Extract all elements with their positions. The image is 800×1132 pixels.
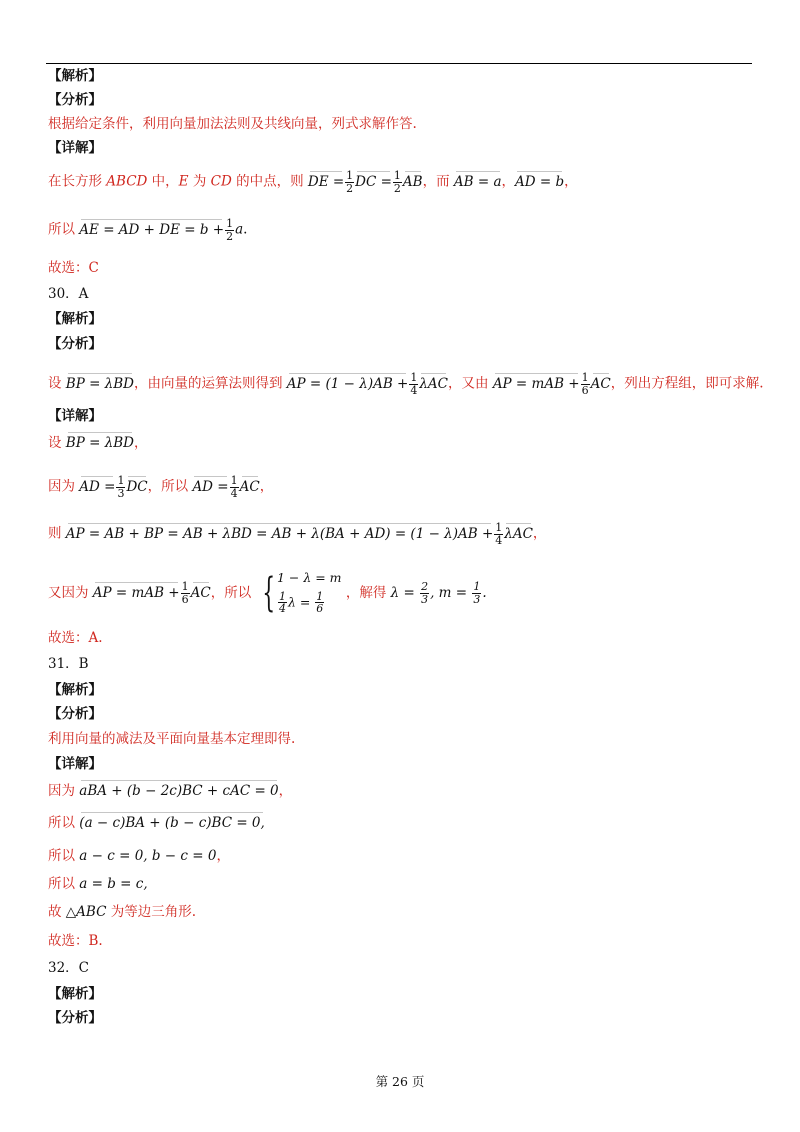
page-footer: 第 26 页	[375, 1074, 425, 1089]
q30-detail-2	[48, 475, 273, 499]
denominator: 3	[473, 592, 481, 606]
math-lambda-ac: λAC	[504, 525, 533, 542]
q31-detail-4	[48, 878, 148, 892]
q29-detail-line-1	[48, 170, 578, 194]
label-fenxi: 【分析】	[48, 1010, 102, 1026]
q29-analysis: 根据给定条件，利用向量加法法则及共线向量，列式求解作答.	[48, 116, 417, 132]
q30-detail-3	[48, 522, 546, 546]
numerator: 1	[346, 169, 354, 182]
q30-detail-1	[48, 437, 148, 451]
math-text: λ =	[287, 594, 315, 610]
math-ab-eq-a: AB = a	[453, 173, 502, 190]
header-rule	[46, 63, 752, 64]
left-brace: {	[261, 570, 275, 617]
label-jiexi: 【解析】	[48, 311, 102, 327]
denominator: 2	[346, 181, 354, 195]
text: ，	[564, 173, 578, 190]
text: 因为	[48, 478, 80, 495]
label-xiangjie: 【详解】	[48, 408, 102, 424]
numerator: 1	[393, 169, 401, 182]
fraction-quarter	[409, 372, 418, 396]
label-xiangjie: 【详解】	[48, 140, 102, 156]
denominator: 4	[410, 383, 418, 397]
math-triangle-abc: △ABC	[65, 904, 107, 920]
text: ，	[278, 783, 293, 799]
math-text: λ =	[390, 584, 420, 601]
math-ap-chain: AP = AB + BP = AB + λBD = AB + λ(BA + AD) = (1 − λ)AB +	[65, 525, 494, 542]
numerator: 1	[473, 580, 481, 594]
text: 设	[48, 435, 66, 451]
text: ，	[501, 173, 516, 190]
numerator: 1	[117, 474, 125, 487]
label-fenxi: 【分析】	[48, 92, 102, 108]
fraction-half	[345, 170, 354, 194]
math-ac: AC	[239, 478, 260, 495]
text: ，	[259, 478, 274, 495]
numerator: 1	[230, 474, 238, 487]
math-bp-lambda-bd: BP = λBD	[65, 435, 134, 451]
denominator: 6	[581, 383, 589, 397]
math-ae-sum: AE = AD + DE = b +	[79, 221, 225, 238]
fraction-half	[225, 218, 234, 242]
math-ac: AC	[590, 375, 611, 392]
math-ap-mab: AP = mAB +	[492, 375, 580, 392]
math-text: .	[482, 584, 487, 601]
math-vector-combination: (a − c)BA + (b − c)BC = 0,	[79, 815, 265, 831]
math-ap-expr: AP = (1 − λ)AB +	[286, 375, 409, 392]
numerator: 1	[495, 521, 503, 534]
math-ac: AC	[190, 584, 211, 601]
equation-rows	[277, 572, 342, 615]
math-vector-sum: aBA + (b − 2c)BC + cAC = 0	[79, 783, 279, 799]
fraction-sixth	[315, 591, 324, 615]
numerator: 1	[316, 589, 324, 603]
text: 为等边三角形.	[106, 904, 197, 920]
text: ，所以	[147, 478, 193, 495]
math-a: a	[235, 221, 244, 238]
q29-answer: 故选：C	[48, 260, 99, 276]
q31-number: 31．B	[48, 656, 89, 672]
equation-row-2	[277, 591, 342, 615]
text: 所以	[48, 221, 80, 238]
text: ，又由	[448, 375, 493, 392]
text: 故	[48, 904, 66, 920]
numerator: 1	[226, 217, 234, 230]
denominator: 4	[495, 533, 503, 547]
math-ad: AD =	[79, 478, 116, 495]
math-ad-eq-b: AD = b	[515, 173, 565, 190]
math-ad: AD =	[192, 478, 229, 495]
text: 所以	[48, 848, 80, 864]
fraction-sixth	[581, 372, 590, 396]
fraction-quarter	[230, 475, 239, 499]
numerator: 1	[581, 371, 589, 384]
numerator: 1	[181, 580, 189, 594]
q31-answer: 故选：B.	[48, 933, 103, 949]
label-fenxi: 【分析】	[48, 336, 102, 352]
fraction-sixth	[181, 581, 190, 605]
fraction-quarter	[494, 522, 503, 546]
math-equal-sides: a = b = c,	[79, 876, 148, 892]
denominator: 4	[278, 602, 286, 616]
label-xiangjie: 【详解】	[48, 756, 102, 772]
q31-detail-1	[48, 785, 292, 799]
fraction-third	[116, 475, 125, 499]
fraction-half	[393, 170, 402, 194]
text: ，	[134, 435, 148, 451]
label-fenxi: 【分析】	[48, 706, 102, 722]
denominator: 6	[316, 602, 324, 616]
q31-detail-5	[48, 906, 196, 920]
math-cd: CD	[210, 173, 232, 190]
q30-number: 30．A	[48, 286, 89, 302]
numerator: 2	[421, 580, 429, 594]
label-jiexi: 【解析】	[48, 68, 102, 84]
math-vector-ab: AB	[402, 173, 423, 190]
math-text: , m =	[430, 584, 472, 601]
text: 所以	[48, 876, 80, 892]
q32-number: 32．C	[48, 960, 90, 976]
text: 中，	[147, 173, 179, 190]
numerator: 1	[410, 371, 418, 384]
text: ，列出方程组，即可求解.	[610, 375, 764, 392]
math-ap-mab: AP = mAB +	[92, 584, 180, 601]
text: 则	[48, 525, 66, 542]
math-vector-dc: DC =	[355, 173, 392, 190]
math-solution	[390, 580, 487, 606]
math-lambda-ac: λAC	[419, 375, 449, 392]
label-jiexi: 【解析】	[48, 682, 102, 698]
text: ，由向量的运算法则得到	[134, 375, 287, 392]
text: 所以	[48, 815, 80, 831]
text: .	[243, 221, 248, 238]
text: ，	[216, 848, 230, 864]
denominator: 3	[421, 592, 429, 606]
math-bp-lambda-bd: BP = λBD	[65, 375, 134, 392]
text: 为	[188, 173, 211, 190]
math-vector-de: DE =	[307, 173, 345, 190]
q30-answer: 故选：A.	[48, 630, 103, 646]
q30-detail-4	[48, 572, 487, 615]
label-jiexi: 【解析】	[48, 986, 102, 1002]
equation-system	[256, 572, 342, 615]
text: 的中点，则	[231, 173, 308, 190]
fraction-quarter	[278, 591, 287, 615]
denominator: 3	[117, 486, 125, 500]
denominator: 2	[226, 229, 234, 243]
text: ，所以	[210, 584, 252, 601]
denominator: 6	[181, 592, 189, 606]
equation-row-1: 1 − λ = m	[276, 570, 342, 585]
q30-analysis	[48, 372, 764, 396]
text: ，解得	[345, 584, 391, 601]
q31-analysis: 利用向量的减法及平面向量基本定理即得.	[48, 731, 296, 747]
math-equations: a − c = 0, b − c = 0	[79, 848, 217, 864]
text: 又因为	[48, 584, 93, 601]
fraction-two-thirds	[420, 581, 429, 605]
numerator: 1	[278, 589, 286, 603]
denominator: 4	[230, 486, 238, 500]
math-abcd: ABCD	[106, 173, 148, 190]
fraction-third	[472, 581, 481, 605]
q31-detail-2	[48, 817, 265, 831]
text: 在长方形	[48, 173, 102, 190]
text: ，而	[422, 173, 454, 190]
text: ，	[532, 525, 547, 542]
math-dc: DC	[126, 478, 148, 495]
q31-detail-3	[48, 850, 230, 864]
q29-detail-line-2	[48, 218, 247, 242]
text: 设	[48, 375, 66, 392]
text: 因为	[48, 783, 80, 799]
denominator: 2	[393, 181, 401, 195]
math-e: E	[178, 173, 189, 190]
